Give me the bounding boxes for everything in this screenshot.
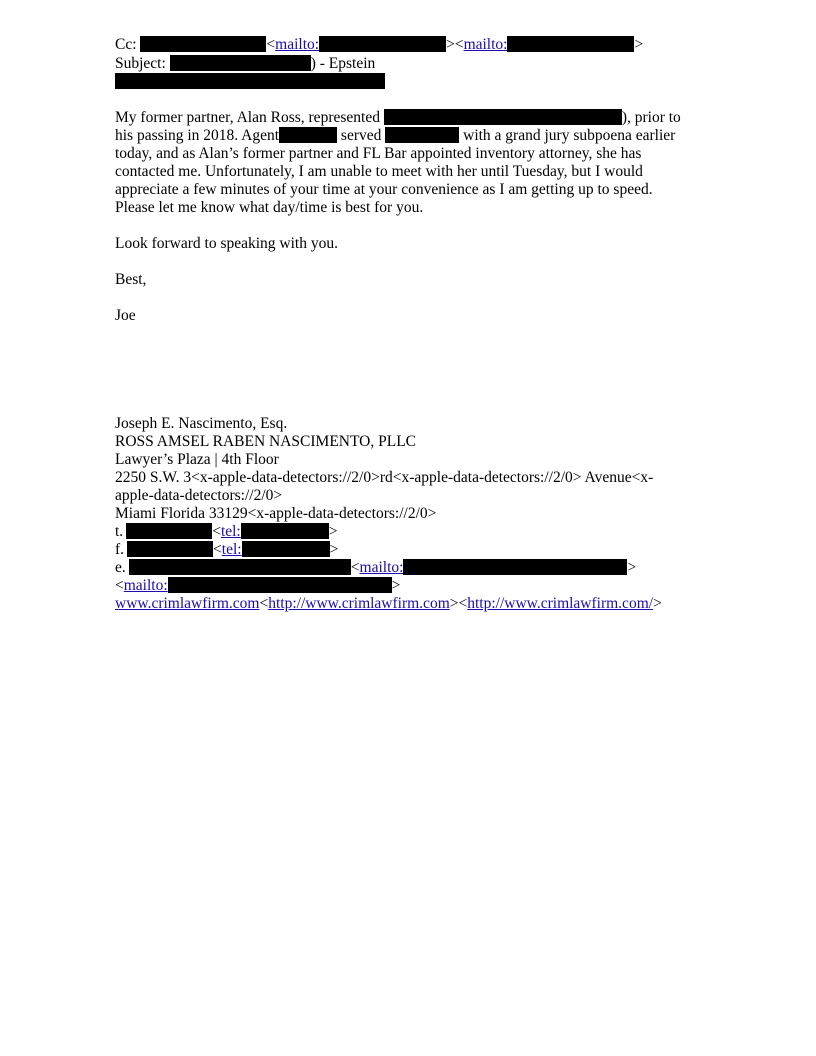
signature-address: 2250 S.W. 3<x-apple-data-detectors://2/0>rd<x-apple-data-detectors://2/0> Avenue<x- <box>115 469 654 486</box>
redaction-box <box>385 127 459 143</box>
signature-firm: ROSS AMSEL RABEN NASCIMENTO, PLLC <box>115 433 417 450</box>
body-text: served <box>340 127 382 144</box>
website-line <box>115 595 662 613</box>
email-line-cont <box>115 577 400 595</box>
phone-line <box>115 523 338 541</box>
tel-link[interactable]: tel: <box>220 523 241 540</box>
bracket: < <box>115 577 124 594</box>
body-text: his passing in 2018. Agent <box>115 127 280 144</box>
redaction-box <box>168 577 392 593</box>
closing: Best, <box>115 271 147 288</box>
bracket: < <box>259 595 269 612</box>
email-label: e. <box>115 559 126 576</box>
bracket: >< <box>446 36 464 53</box>
redaction-box <box>127 541 213 557</box>
mailto-link[interactable]: mailto: <box>123 577 168 594</box>
redaction-box <box>242 541 330 557</box>
body-text: ), prior to <box>621 109 681 126</box>
redaction-box <box>319 36 446 52</box>
website-link[interactable]: http://www.crimlawfirm.com/ <box>467 595 654 612</box>
mailto-link[interactable]: mailto: <box>359 559 404 576</box>
bracket: >< <box>449 595 468 612</box>
body-line: Please let me know what day/time is best for you. <box>115 199 424 216</box>
website-link[interactable]: http://www.crimlawfirm.com <box>268 595 450 612</box>
redaction-box <box>507 36 634 52</box>
signature-name: Joseph E. Nascimento, Esq. <box>115 415 288 432</box>
redaction-box <box>279 127 337 143</box>
redaction-box <box>126 523 212 539</box>
website-link[interactable]: www.crimlawfirm.com <box>115 595 260 612</box>
signature-address: apple-data-detectors://2/0> <box>115 487 283 504</box>
email-line <box>115 559 636 577</box>
bracket: < <box>350 559 360 576</box>
subject-text: ) - Epstein <box>310 55 376 72</box>
redaction-box <box>241 523 329 539</box>
redaction-box <box>129 559 351 575</box>
fax-line <box>115 541 338 559</box>
body-line: appreciate a few minutes of your time at your convenience as I am getting up to speed. <box>115 181 653 198</box>
signature-building: Lawyer’s Plaza | 4th Floor <box>115 451 279 468</box>
body-line: contacted me. Unfortunately, I am unable to meet with her until Tuesday, but I would <box>115 163 643 180</box>
subject-label: Subject: <box>115 55 166 72</box>
cc-line <box>115 36 643 54</box>
bracket: > <box>653 595 662 612</box>
bracket: < <box>213 541 222 558</box>
bracket: > <box>328 523 338 540</box>
mailto-link[interactable]: mailto: <box>463 36 508 53</box>
bracket: > <box>329 541 339 558</box>
bracket: > <box>391 577 401 594</box>
bracket: < <box>266 36 276 53</box>
redaction-box <box>384 109 622 125</box>
body-text: with a grand jury subpoena earlier <box>463 127 676 144</box>
body-line <box>115 109 681 127</box>
redaction-box <box>403 559 627 575</box>
body-line: Look forward to speaking with you. <box>115 235 338 252</box>
body-line <box>115 127 675 145</box>
body-text: My former partner, Alan Ross, represented <box>115 109 380 126</box>
cc-label: Cc: <box>115 36 137 53</box>
redaction-box <box>170 55 311 71</box>
sender-name: Joe <box>115 307 136 324</box>
redacted-line <box>115 73 385 91</box>
mailto-link[interactable]: mailto: <box>275 36 320 53</box>
subject-line <box>115 55 375 73</box>
tel-link[interactable]: tel: <box>221 541 242 558</box>
bracket: < <box>212 523 221 540</box>
signature-address: Miami Florida 33129<x-apple-data-detectors://2/0> <box>115 505 437 522</box>
phone-label: t. <box>115 523 124 540</box>
redaction-box <box>115 73 385 89</box>
bracket: > <box>627 559 637 576</box>
fax-label: f. <box>115 541 125 558</box>
bracket: > <box>634 36 644 53</box>
body-line: today, and as Alan’s former partner and FL Bar appointed inventory attorney, she has <box>115 145 642 162</box>
redaction-box <box>140 36 266 52</box>
